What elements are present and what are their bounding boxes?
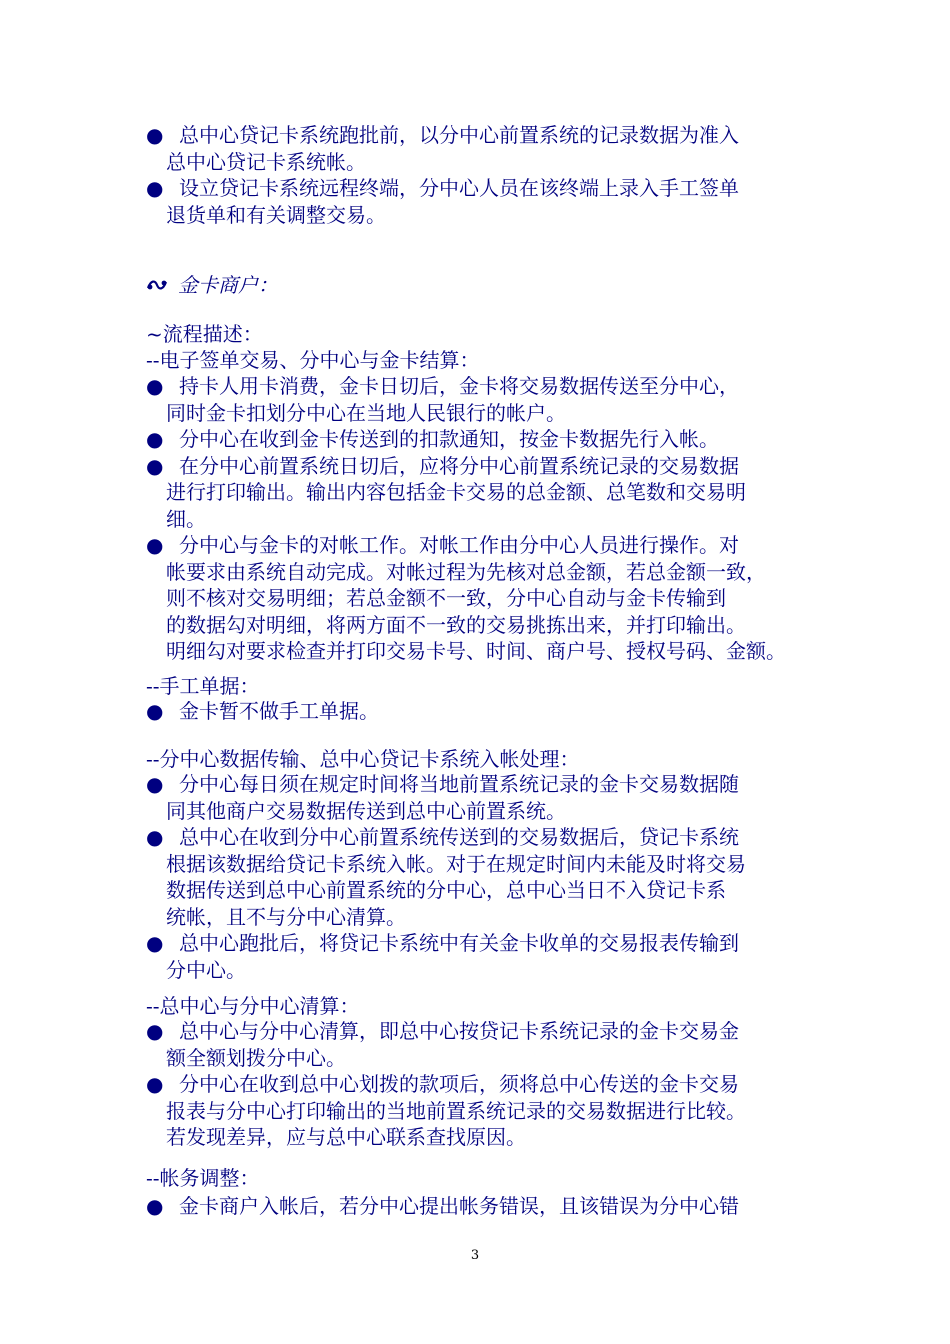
bullet-text-line: 若发现差异，应与总中心联系查找原因。 <box>166 1125 526 1149</box>
section3-title: --分中心数据传输、总中心贷记卡系统入帐处理： <box>146 747 580 771</box>
bullet-text-line: 同时金卡扣划分中心在当地人民银行的帐户。 <box>166 400 566 425</box>
section5-title: --帐务调整： <box>146 1166 260 1190</box>
bullet-item <box>146 1071 826 1151</box>
bullet-icon: ● <box>146 699 164 723</box>
bullet-icon: ● <box>146 533 164 557</box>
bullet-icon: ● <box>146 123 164 147</box>
bullet-text-line: 金卡商户入帐后，若分中心提出帐务错误，且该错误为分中心错 <box>179 1194 739 1218</box>
bullet-item <box>146 453 826 533</box>
bullet-icon: ● <box>146 1072 164 1096</box>
bullet-text-line: 报表与分中心打印输出的当地前置系统记录的交易数据进行比较。 <box>166 1098 746 1123</box>
bullet-text-line: 在分中心前置系统日切后，应将分中心前置系统记录的交易数据 <box>179 453 739 478</box>
bullet-text-line: 持卡人用卡消费，金卡日切后，金卡将交易数据传送至分中心， <box>179 374 739 398</box>
bullet-text-line: 总中心贷记卡系统帐。 <box>166 149 366 174</box>
bullet-text-line: 金卡暂不做手工单据。 <box>179 699 379 723</box>
bullet-text-line: 的数据勾对明细，将两方面不一致的交易挑拣出来，并打印输出。 <box>166 612 746 637</box>
page-number: 3 <box>470 1248 480 1263</box>
bullet-text-line: 退货单和有关调整交易。 <box>166 202 386 227</box>
heading-title: 金卡商户： <box>178 273 278 297</box>
bullet-text-line: 进行打印输出。输出内容包括金卡交易的总金额、总笔数和交易明 <box>166 480 746 504</box>
bullet-text-line: 分中心在收到总中心划拨的款项后，须将总中心传送的金卡交易 <box>179 1072 739 1096</box>
bullet-text-line: 分中心每日须在规定时间将当地前置系统记录的金卡交易数据随 <box>179 772 739 796</box>
bullet-icon: ● <box>146 1194 164 1218</box>
bullet-icon: ● <box>146 176 164 200</box>
bullet-text-line: 总中心贷记卡系统跑批前，以分中心前置系统的记录数据为准入 <box>179 123 739 147</box>
bullet-text-line: 总中心在收到分中心前置系统传送到的交易数据后，贷记卡系统 <box>179 825 739 849</box>
bullet-icon: ● <box>146 772 164 796</box>
bullet-icon: ● <box>146 825 164 849</box>
bullet-item <box>146 426 826 453</box>
section-heading <box>146 272 278 299</box>
bullet-item <box>146 824 826 930</box>
bullet-text-line: 根据该数据给贷记卡系统入帐。对于在规定时间内未能及时将交易 <box>166 851 746 876</box>
bullet-icon: ● <box>146 374 164 398</box>
bullet-text-line: 分中心与金卡的对帐工作。对帐工作由分中心人员进行操作。对 <box>179 533 739 557</box>
bullet-icon: ● <box>146 453 164 478</box>
bullet-item <box>146 175 826 228</box>
scroll-icon <box>146 272 168 299</box>
bullet-icon: ● <box>146 1019 164 1043</box>
bullet-text-line: 帐要求由系统自动完成。对帐过程为先核对总金额，若总金额一致， <box>166 559 766 584</box>
bullet-text-line: 细。 <box>166 506 206 531</box>
bullet-item <box>146 698 826 725</box>
bullet-text-line: 分中心。 <box>166 957 246 982</box>
section2-title: --手工单据： <box>146 674 260 698</box>
bullet-item <box>146 771 826 824</box>
bullet-text-line: 则不核对交易明细；若总金额不一致，分中心自动与金卡传输到 <box>166 586 726 610</box>
bullet-item <box>146 373 826 426</box>
bullet-text-line: 分中心在收到金卡传送到的扣款通知，按金卡数据先行入帐。 <box>179 427 719 451</box>
bullet-icon: ● <box>146 427 164 451</box>
bullet-item <box>146 1018 826 1071</box>
bullet-icon: ● <box>146 931 164 955</box>
bullet-text-line: 数据传送到总中心前置系统的分中心，总中心当日不入贷记卡系 <box>166 878 726 902</box>
bullet-item <box>146 122 826 175</box>
section1-title: --电子签单交易、分中心与金卡结算： <box>146 348 480 372</box>
flow-title: ~流程描述： <box>146 322 263 346</box>
bullet-item <box>146 1193 826 1220</box>
bullet-item <box>146 532 826 665</box>
bullet-text-line: 设立贷记卡系统远程终端，分中心人员在该终端上录入手工签单 <box>179 176 739 200</box>
bullet-item <box>146 930 826 983</box>
bullet-text-line: 额全额划拨分中心。 <box>166 1045 346 1070</box>
bullet-text-line: 同其他商户交易数据传送到总中心前置系统。 <box>166 798 566 823</box>
bullet-text-line: 统帐，且不与分中心清算。 <box>166 904 406 929</box>
bullet-text-line: 总中心跑批后，将贷记卡系统中有关金卡收单的交易报表传输到 <box>179 931 739 955</box>
bullet-text-line: 明细勾对要求检查并打印交易卡号、时间、商户号、授权号码、金额。 <box>166 639 786 663</box>
bullet-text-line: 总中心与分中心清算，即总中心按贷记卡系统记录的金卡交易金 <box>179 1019 739 1043</box>
section4-title: --总中心与分中心清算： <box>146 994 360 1018</box>
